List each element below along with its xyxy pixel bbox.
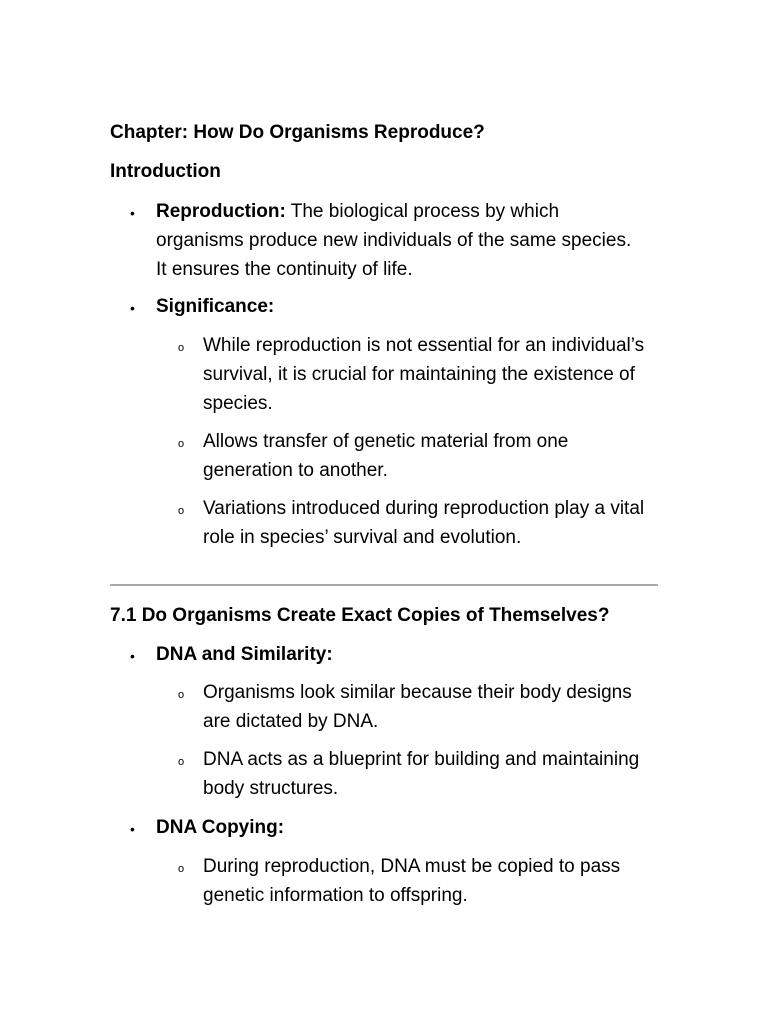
significance-point: Variations introduced during reproduction play a vital role in species’ survival and evolution. bbox=[203, 498, 645, 548]
bullet-dot: • bbox=[130, 300, 135, 316]
bullet-circle: o bbox=[178, 342, 185, 354]
section-divider bbox=[110, 584, 658, 586]
reproduction-term: Reproduction: bbox=[156, 201, 286, 222]
reproduction-text: The biological process by which organisms produce new individuals of the same species. It ensures the continuity of life. bbox=[156, 201, 632, 280]
bullet-dot: • bbox=[130, 648, 135, 664]
significance-point: Allows transfer of genetic material from one generation to another. bbox=[203, 431, 569, 481]
bullet-dot: • bbox=[130, 205, 135, 221]
dna-copying-term: DNA Copying: bbox=[156, 817, 285, 838]
significance-term: Significance: bbox=[156, 296, 275, 317]
dna-copying-point: During reproduction, DNA must be copied to pass genetic information to offspring. bbox=[203, 856, 621, 906]
chapter-title: Chapter: How Do Organisms Reproduce? bbox=[110, 122, 485, 143]
dna-similarity-point: Organisms look similar because their body designs are dictated by DNA. bbox=[203, 682, 632, 732]
bullet-circle: o bbox=[178, 863, 185, 875]
bullet-circle: o bbox=[178, 689, 185, 701]
reproduction-item bbox=[156, 197, 646, 284]
intro-heading: Introduction bbox=[110, 161, 221, 182]
significance-point: While reproduction is not essential for an individual’s survival, it is crucial for maintaining the existence of species. bbox=[203, 335, 645, 414]
section-heading: 7.1 Do Organisms Create Exact Copies of Themselves? bbox=[110, 605, 610, 626]
bullet-circle: o bbox=[178, 505, 185, 517]
dna-similarity-term: DNA and Similarity: bbox=[156, 644, 333, 665]
bullet-dot: • bbox=[130, 821, 135, 837]
dna-similarity-point: DNA acts as a blueprint for building and maintaining body structures. bbox=[203, 749, 640, 799]
bullet-circle: o bbox=[178, 438, 185, 450]
bullet-circle: o bbox=[178, 756, 185, 768]
